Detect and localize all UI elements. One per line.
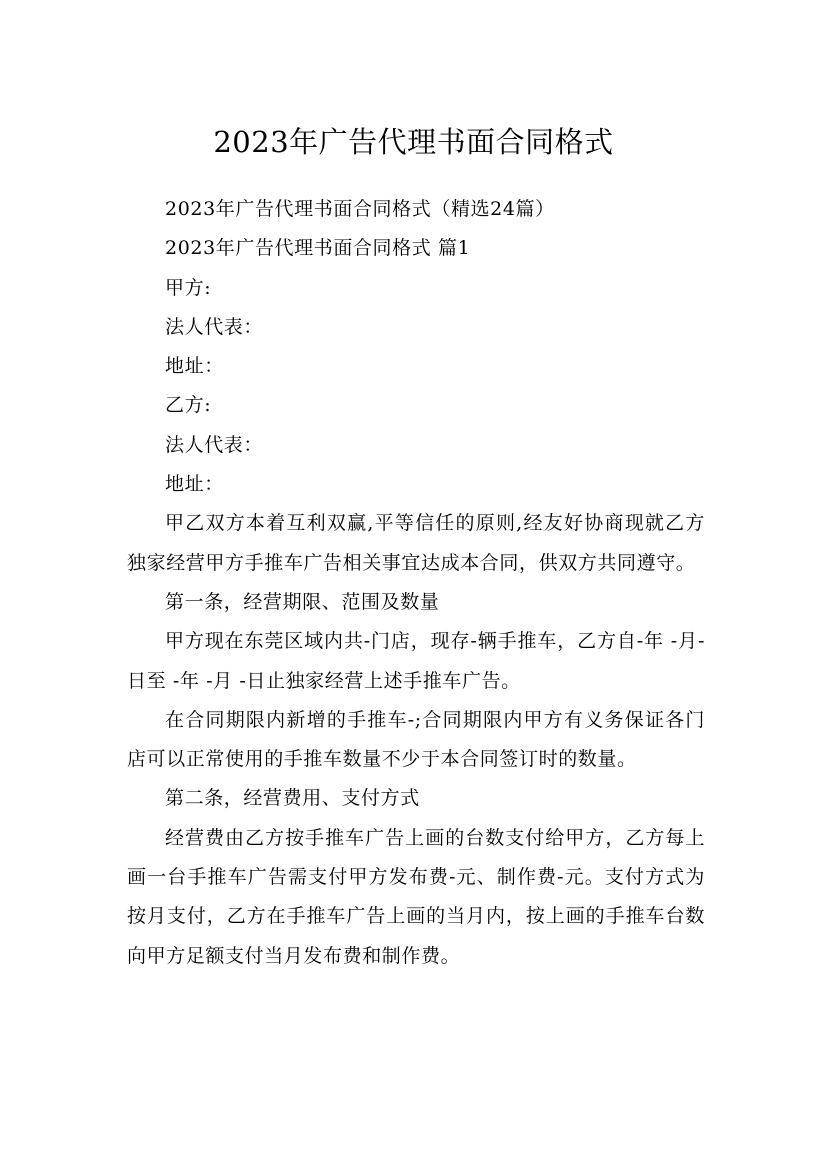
paragraph-party-a: 甲方: (165, 276, 212, 299)
paragraph-article-2-text: 经营费由乙方按手推车广告上画的台数支付给甲方，乙方每上画一台手推车广告需支付甲方发布费-元、制作费-元。支付方式为按月支付，乙方在手推车广告上画的当月内，按上画的手推车台数向甲方足额支付当月发布费和制作费。 (127, 826, 705, 967)
paragraph-article-2-heading: 第二条，经营费用、支付方式 (165, 787, 420, 810)
paragraph-preamble: 甲乙双方本着互利双赢,平等信任的原则,经友好协商现就乙方独家经营甲方手推车广告相关事宜达成本合同，供双方共同遵守。 (127, 512, 705, 574)
paragraph-party-b-representative: 法人代表： (165, 433, 264, 456)
document-body (127, 190, 705, 976)
paragraph-article-1-text-2: 在合同期限内新增的手推车-;合同期限内甲方有义务保证各门店可以正常使用的手推车数量不少于本合同签订时的数量。 (127, 708, 705, 771)
document-title: 2023年广告代理书面合同格式 (213, 125, 614, 160)
paragraph-party-a-address: 地址： (165, 355, 224, 378)
paragraph-article-1-text: 甲方现在东莞区域内共-门店，现存-辆手推车，乙方自-年 -月-日至 -年 -月 -日止独家经营上述手推车广告。 (127, 630, 705, 692)
paragraph-article-1-heading: 第一条，经营期限、范围及数量 (165, 590, 440, 613)
paragraph-section-heading: 2023年广告代理书面合同格式 篇1 (165, 237, 471, 260)
paragraph-party-a-representative: 法人代表： (165, 315, 264, 338)
paragraph-party-b-address: 地址： (165, 473, 224, 496)
paragraph-subtitle: 2023年广告代理书面合同格式（精选24篇） (165, 198, 555, 220)
paragraph-party-b: 乙方: (165, 394, 212, 417)
